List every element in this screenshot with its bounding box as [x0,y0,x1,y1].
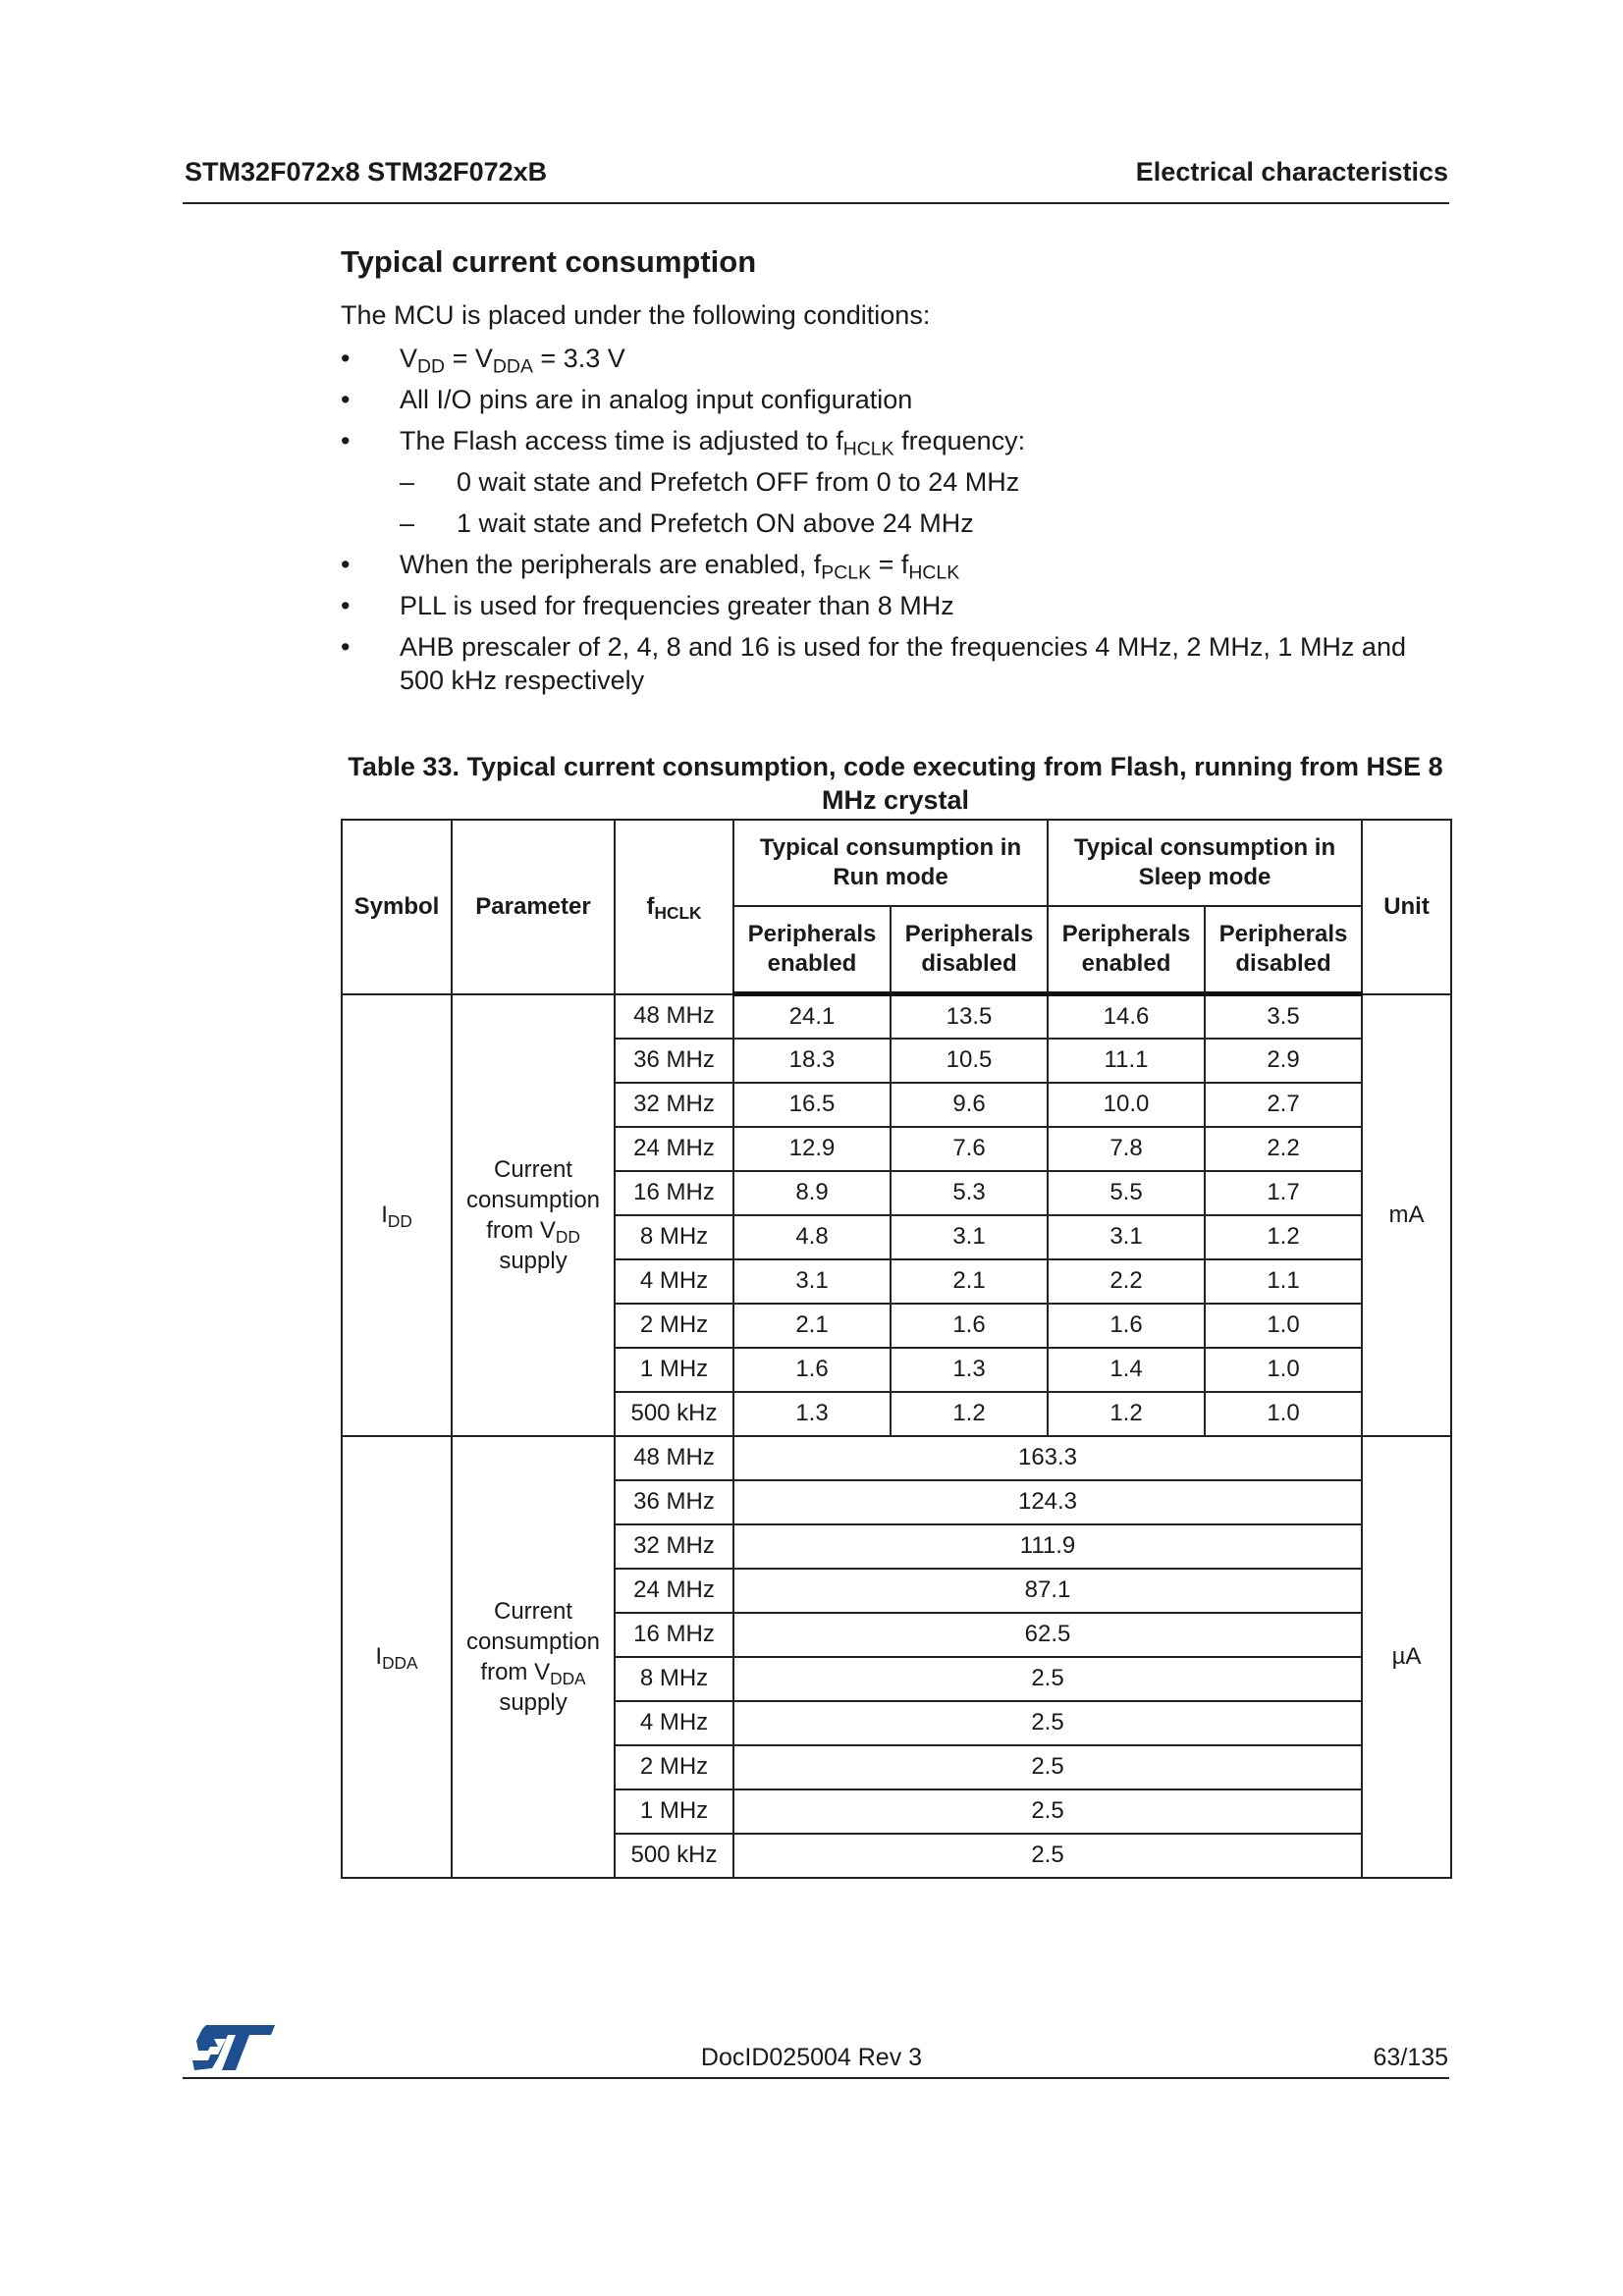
list-item: • AHB prescaler of 2, 4, 8 and 16 is used for the frequencies 4 MHz, 2 MHz, 1 MHz and 500 kHz respectively [341,632,1406,695]
list-subitem: – 0 wait state and Prefetch OFF from 0 to 24 MHz [400,467,1020,497]
intro-text: The MCU is placed under the following conditions: [341,300,931,330]
value-cell: 12.9 [733,1127,891,1171]
header-fhclk: $f_{HCLK}$ [615,820,733,994]
value-cell: 163.3 [733,1436,1362,1480]
current-consumption-table [341,819,1452,1879]
header-rule [183,202,1449,204]
value-cell: 87.1 [733,1569,1362,1613]
value-cell: 2.2 [1205,1127,1362,1171]
list-item: • $V_{DD} = V_{DDA} = 3.3$ V [341,344,625,378]
value-cell: 2.1 [733,1304,891,1348]
value-cell: 5.3 [891,1171,1048,1215]
idda-unit: µA [1362,1436,1451,1878]
value-cell: 124.3 [733,1480,1362,1524]
value-cell: 1.1 [1205,1259,1362,1304]
idda-parameter: Current consumption from $V_{DDA}$ supply [452,1436,615,1878]
table-row [342,1436,1451,1480]
value-cell: 13.5 [891,994,1048,1039]
value-cell: 10.5 [891,1039,1048,1083]
value-cell: 1.7 [1205,1171,1362,1215]
freq-cell: 8 MHz [615,1657,733,1701]
value-cell: 3.1 [1048,1215,1205,1259]
freq-cell: 2 MHz [615,1304,733,1348]
header-unit: Unit [1362,820,1451,994]
value-cell: 1.6 [891,1304,1048,1348]
table-caption: Table 33. Typical current consumption, code executing from Flash, running from HSE 8 MHz crystal [348,752,1443,815]
value-cell: 2.7 [1205,1083,1362,1127]
value-cell: 1.3 [733,1392,891,1436]
value-cell: 1.0 [1205,1392,1362,1436]
freq-cell: 2 MHz [615,1745,733,1789]
header-sleep-periph-disabled: Peripherals disabled [1205,906,1362,994]
value-cell: 3.1 [891,1215,1048,1259]
freq-cell: 32 MHz [615,1083,733,1127]
list-item: • The Flash access time is adjusted to $f_{HCLK}$ frequency: [341,426,1026,460]
header-sleep-mode: Typical consumption in Sleep mode [1048,820,1362,906]
value-cell: 2.5 [733,1745,1362,1789]
section-title: Typical current consumption [341,244,757,279]
freq-cell: 24 MHz [615,1569,733,1613]
value-cell: 1.4 [1048,1348,1205,1392]
freq-cell: 500 kHz [615,1834,733,1878]
value-cell: 2.2 [1048,1259,1205,1304]
value-cell: 2.5 [733,1657,1362,1701]
list-item: • All I/O pins are in analog input configuration [341,385,913,414]
freq-cell: 48 MHz [615,1436,733,1480]
bullet-mark: • [341,591,351,620]
freq-cell: 36 MHz [615,1039,733,1083]
freq-cell: 4 MHz [615,1259,733,1304]
header-run-periph-disabled: Peripherals disabled [891,906,1048,994]
bullet-mark: • [341,426,351,455]
value-cell: 3.1 [733,1259,891,1304]
dash-mark: – [400,508,415,538]
value-cell: 2.1 [891,1259,1048,1304]
value-cell: 7.6 [891,1127,1048,1171]
freq-cell: 16 MHz [615,1613,733,1657]
dash-mark: – [400,467,415,497]
value-cell: 18.3 [733,1039,891,1083]
freq-cell: 4 MHz [615,1701,733,1745]
header-doc-title: STM32F072x8 STM32F072xB [185,157,548,187]
conditions-list [341,342,1450,705]
value-cell: 1.2 [1048,1392,1205,1436]
footer-page-number: 63/135 [1373,2044,1448,2071]
freq-cell: 24 MHz [615,1127,733,1171]
value-cell: 11.1 [1048,1039,1205,1083]
freq-cell: 1 MHz [615,1348,733,1392]
value-cell: 62.5 [733,1613,1362,1657]
idd-parameter: Current consumption from $V_{DD}$ supply [452,994,615,1436]
value-cell: 1.2 [1205,1215,1362,1259]
header-sleep-periph-enabled: Peripherals enabled [1048,906,1205,994]
list-item: • When the peripherals are enabled, $f_{PCLK} = f_{HCLK}$ [341,550,960,584]
bullet-mark: • [341,344,351,373]
value-cell: 2.9 [1205,1039,1362,1083]
idd-unit: mA [1362,994,1451,1436]
value-cell: 1.2 [891,1392,1048,1436]
freq-cell: 32 MHz [615,1524,733,1569]
idd-symbol: $I_{DD}$ [342,994,452,1436]
list-subitem: – 1 wait state and Prefetch ON above 24 MHz [400,508,974,538]
freq-cell: 8 MHz [615,1215,733,1259]
value-cell: 1.6 [733,1348,891,1392]
freq-cell: 48 MHz [615,994,733,1039]
value-cell: 4.8 [733,1215,891,1259]
footer-rule [183,2077,1449,2079]
value-cell: 14.6 [1048,994,1205,1039]
bullet-mark: • [341,385,351,414]
value-cell: 7.8 [1048,1127,1205,1171]
value-cell: 9.6 [891,1083,1048,1127]
idda-symbol: $I_{DDA}$ [342,1436,452,1878]
bullet-mark: • [341,550,351,579]
freq-cell: 16 MHz [615,1171,733,1215]
footer-doc-id: DocID025004 Rev 3 [700,2044,923,2071]
value-cell: 1.6 [1048,1304,1205,1348]
bullet-mark: • [341,632,351,662]
table-row [342,994,1451,1039]
freq-cell: 1 MHz [615,1789,733,1834]
value-cell: 10.0 [1048,1083,1205,1127]
header-section-name: Electrical characteristics [1135,157,1448,187]
value-cell: 3.5 [1205,994,1362,1039]
header-run-mode: Typical consumption in Run mode [733,820,1048,906]
value-cell: 2.5 [733,1834,1362,1878]
header-run-periph-enabled: Peripherals enabled [733,906,891,994]
freq-cell: 36 MHz [615,1480,733,1524]
value-cell: 1.0 [1205,1304,1362,1348]
freq-cell: 500 kHz [615,1392,733,1436]
value-cell: 16.5 [733,1083,891,1127]
value-cell: 1.0 [1205,1348,1362,1392]
list-item: • PLL is used for frequencies greater than 8 MHz [341,591,954,620]
value-cell: 24.1 [733,994,891,1039]
value-cell: 111.9 [733,1524,1362,1569]
value-cell: 8.9 [733,1171,891,1215]
value-cell: 2.5 [733,1701,1362,1745]
header-parameter: Parameter [452,820,615,994]
header-symbol: Symbol [342,820,452,994]
value-cell: 2.5 [733,1789,1362,1834]
value-cell: 5.5 [1048,1171,1205,1215]
value-cell: 1.3 [891,1348,1048,1392]
